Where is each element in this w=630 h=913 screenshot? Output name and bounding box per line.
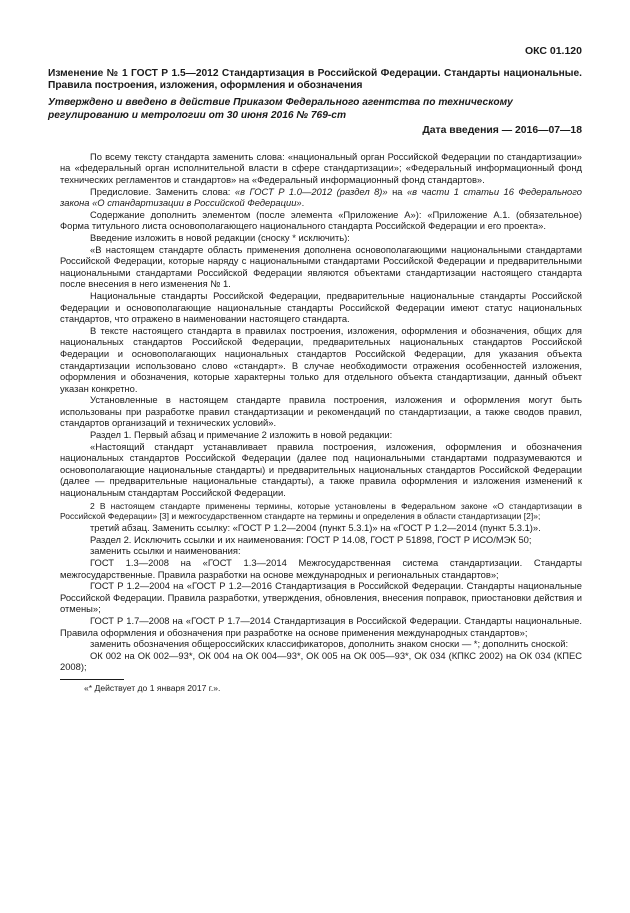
paragraph: «Настоящий стандарт устанавливает правила построения, изложения, оформления и обозначения национальных стандартов Российской Федерации (далее под национальными стандартами подразумеваются и основополагающие национальные стандарты) и предварительных национальных стандартов Российской Федерации (далее — предварительные национальные стандарты), а также правила оформления и изложения изменений к национальным стандартам Российской Федерации. [60,440,582,499]
approval-statement: Утверждено и введено в действие Приказом Федерального агентства по техническому регулированию и метрологии от 30 июня 2016 № 769-ст [48,97,513,121]
footnote-divider [60,679,124,680]
paragraph: заменить обозначения общероссийских классификаторов, дополнить знаком сноски — *; дополнить сноской: [90,638,569,650]
paragraph: В тексте настоящего стандарта в правилах построения, изложения, оформления и обозначения, общих для национальных стандартов Российской Федерации, предварительных национальных стандартов Российской Федерации и основополагающих национальных стандартов Российской Федерации, для указания объекта стандартизации использовано слово «стандарт». В случае необходимости отражения особенностей изложения, оформления и обозначения, которые характерны только для отдельного объекта стандартизации, данный объект указан конкретно. [60,324,582,394]
oks-code: ОКС 01.120 [524,45,582,57]
text-run: Предисловие. Заменить слова: [90,185,235,197]
document-body [60,151,582,695]
paragraph: ГОСТ Р 1.2—2004 на «ГОСТ Р 1.2—2016 Стандартизация в Российской Федерации. Стандарты национальные Российской Федерации. Правила разработки, утверждения, обновления, внесения поправок, приостановки действия и отмены»; [60,580,582,615]
paragraph: Установленные в настоящем стандарте правила построения, изложения и оформления могут быть использованы при разработке правил стандартизации и рекомендаций по стандартизации, а также сводов правил, стандартов организаций и технических условий». [60,394,582,429]
paragraph: Введение изложить в новой редакции (сноску * исключить): [90,231,350,243]
paragraph: «В настоящем стандарте область применения дополнена основополагающими национальными стандартами Российской Федерации, которые наряду с национальными стандартами Российской Федерации и предварительными национальными стандартами Российской Федерации являются объектами стандартизации настоящего стандарта после внесения в него изменения № 1. [60,243,582,290]
footnote: «* Действует до 1 января 2017 г.». [84,682,221,693]
paragraph: Раздел 1. Первый абзац и примечание 2 изложить в новой редакции: [90,429,393,441]
paragraph: заменить ссылки и наименования: [90,545,241,557]
paragraph: Национальные стандарты Российской Федерации, предварительные национальные стандарты Российской Федерации и основополагающие национальные стандарты Российской Федерации имеют статус национальных стандартов, что отражено в наименовании настоящего стандарта. [60,289,582,325]
paragraph: ГОСТ Р 1.7—2008 на «ГОСТ Р 1.7—2014 Стандартизация в Российской Федерации. Стандарты национальные. Правила оформления и обозначения при разработке на основе применения международных стандартов»; [60,614,582,638]
paragraph-preface [60,186,582,209]
paragraph: Раздел 2. Исключить ссылки и их наименования: ГОСТ Р 14.08, ГОСТ Р 51898, ГОСТ Р ИСО/МЭК 50; [90,533,532,545]
text-run-italic: «в части 1 статьи 16 Федерального закона «О стандартизации в Российской Федерации» [60,185,582,209]
text-run: . [301,197,305,209]
paragraph: ГОСТ 1.3—2008 на «ГОСТ 1.3—2014 Межгосударственная система стандартизации. Стандарты межгосударственные. Правила разработки на основе международных и региональных стандартов»; [60,557,582,580]
amendment-title: Изменение № 1 ГОСТ Р 1.5—2012 Стандартизация в Российской Федерации. Стандарты национальные. Правила построения, изложения, оформления и обозначения [48,67,582,91]
text-run-italic: «в ГОСТ Р 1.0—2012 (раздел 8)» [234,185,388,197]
paragraph: Содержание дополнить элементом (после элемента «Приложение А»): «Приложение А.1. (обязательное) Форма титульного листа основополагающего национального стандарта Российской Федерации и его проекта». [60,208,582,232]
paragraph: ОК 002 на ОК 002—93*, ОК 004 на ОК 004—93*, ОК 005 на ОК 005—93*, ОК 034 (КПКС 2002) на ОК 034 (КПЕС 2008); [60,649,582,673]
effective-date: Дата введения — 2016—07—18 [422,125,582,137]
text-run: на [387,185,407,197]
paragraph: По всему тексту стандарта заменить слова: «национальный орган Российской Федерации по стандартизации» на «федеральный орган исполнительной власти в сфере стандартизации»; «Федеральный информационный фонд технических регламентов и стандартов» на «Федеральный информационный фонд стандартов». [60,150,582,185]
paragraph: третий абзац. Заменить ссылку: «ГОСТ Р 1.2—2004 (пункт 5.3.1)» на «ГОСТ Р 1.2—2014 (пункт 5.3.1)». [90,522,541,534]
note-paragraph: 2 В настоящем стандарте применены термины, которые установлены в Федеральном законе «О стандартизации в Российской Федерации» [3] и межгосударственном стандарте на термины и определения в области стандартизации [2]»; [60,500,582,522]
